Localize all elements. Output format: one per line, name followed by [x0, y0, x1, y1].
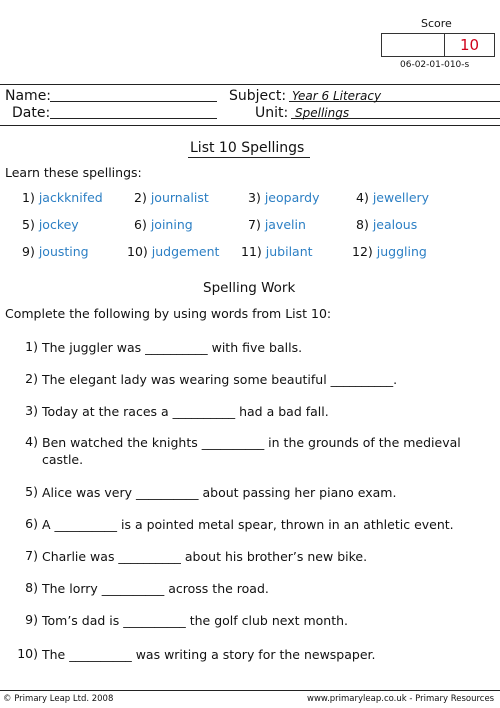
- score-label: Score: [421, 17, 452, 30]
- word-text: javelin: [264, 217, 306, 232]
- word-number: 6): [134, 217, 147, 232]
- word-text: judgement: [151, 244, 220, 259]
- section-title: Spelling Work: [203, 280, 296, 296]
- word-number: 12): [352, 244, 373, 259]
- footer-rule: [0, 690, 500, 691]
- subject-label: Subject:: [229, 88, 287, 104]
- question-text: Today at the races a __________ had a bad fall.: [42, 404, 329, 419]
- top-rule: [0, 84, 500, 85]
- question-text: Alice was very __________ about passing her piano exam.: [42, 485, 397, 500]
- word-text: jackknifed: [38, 190, 103, 205]
- footer-website: www.primaryleap.co.uk - Primary Resources: [307, 694, 495, 704]
- word-number: 9): [22, 244, 35, 259]
- list-item: [241, 244, 313, 259]
- word-text: jockey: [38, 217, 79, 232]
- question-number: 2): [25, 371, 38, 386]
- question-number: 7): [25, 548, 38, 563]
- question-number: 10): [17, 646, 38, 661]
- word-number: 8): [356, 217, 369, 232]
- question-number: 6): [25, 516, 38, 531]
- list-item: [22, 217, 79, 232]
- word-number: 7): [248, 217, 261, 232]
- list-item: [352, 244, 427, 259]
- word-text: jousting: [38, 244, 89, 259]
- list-item: [127, 244, 219, 259]
- list-item: [248, 190, 320, 205]
- question-text: The lorry __________ across the road.: [42, 581, 269, 596]
- question-text: The juggler was __________ with five balls.: [42, 340, 303, 355]
- question-text: The elegant lady was wearing some beautiful __________.: [42, 372, 398, 387]
- instructions: Complete the following by using words from List 10:: [5, 306, 332, 321]
- word-number: 11): [241, 244, 262, 259]
- list-item: [134, 190, 209, 205]
- word-number: 1): [22, 190, 35, 205]
- list-title: List 10 Spellings: [188, 140, 310, 158]
- word-text: jeopardy: [264, 190, 320, 205]
- question-number: 5): [25, 484, 38, 499]
- footer-copyright: © Primary Leap Ltd. 2008: [3, 694, 114, 704]
- question-number: 9): [25, 612, 38, 627]
- word-text: jewellery: [372, 190, 430, 205]
- word-number: 2): [134, 190, 147, 205]
- word-text: journalist: [150, 190, 209, 205]
- question-text: A __________ is a pointed metal spear, thrown in an athletic event.: [42, 517, 454, 532]
- question-text: Tom’s dad is __________ the golf club next month.: [42, 613, 349, 628]
- worksheet-code: 06-02-01-010-s: [400, 60, 470, 70]
- word-text: juggling: [376, 244, 427, 259]
- question-number: 3): [25, 403, 38, 418]
- learn-instruction: Learn these spellings:: [5, 165, 142, 180]
- question-text: Ben watched the knights __________ in the grounds of the medieval castle.: [42, 435, 461, 467]
- list-item: [22, 244, 89, 259]
- name-line[interactable]: [50, 101, 217, 102]
- word-number: 4): [356, 190, 369, 205]
- list-item: [22, 190, 103, 205]
- subject-value: Year 6 Literacy: [292, 89, 382, 103]
- score-blank: [382, 34, 445, 56]
- date-label: Date:: [12, 105, 51, 121]
- question-text: Charlie was __________ about his brother’s new bike.: [42, 549, 368, 564]
- question-number: 1): [25, 339, 38, 354]
- date-line[interactable]: [50, 118, 217, 119]
- list-item: [356, 217, 417, 232]
- word-text: jubilant: [265, 244, 313, 259]
- word-number: 5): [22, 217, 35, 232]
- question-number: 8): [25, 580, 38, 595]
- question-text: The __________ was writing a story for the newspaper.: [42, 647, 376, 662]
- header-rule: [0, 125, 500, 126]
- score-value: 10: [459, 36, 480, 54]
- name-label: Name:: [5, 88, 52, 104]
- word-text: joining: [150, 217, 193, 232]
- score-box: [381, 33, 495, 57]
- list-item: [134, 217, 193, 232]
- word-text: jealous: [372, 217, 418, 232]
- word-number: 10): [127, 244, 148, 259]
- question-number: 4): [25, 434, 38, 449]
- list-item: [248, 217, 306, 232]
- word-number: 3): [248, 190, 261, 205]
- unit-value: Spellings: [295, 106, 350, 120]
- list-item: [356, 190, 429, 205]
- unit-label: Unit:: [255, 105, 289, 121]
